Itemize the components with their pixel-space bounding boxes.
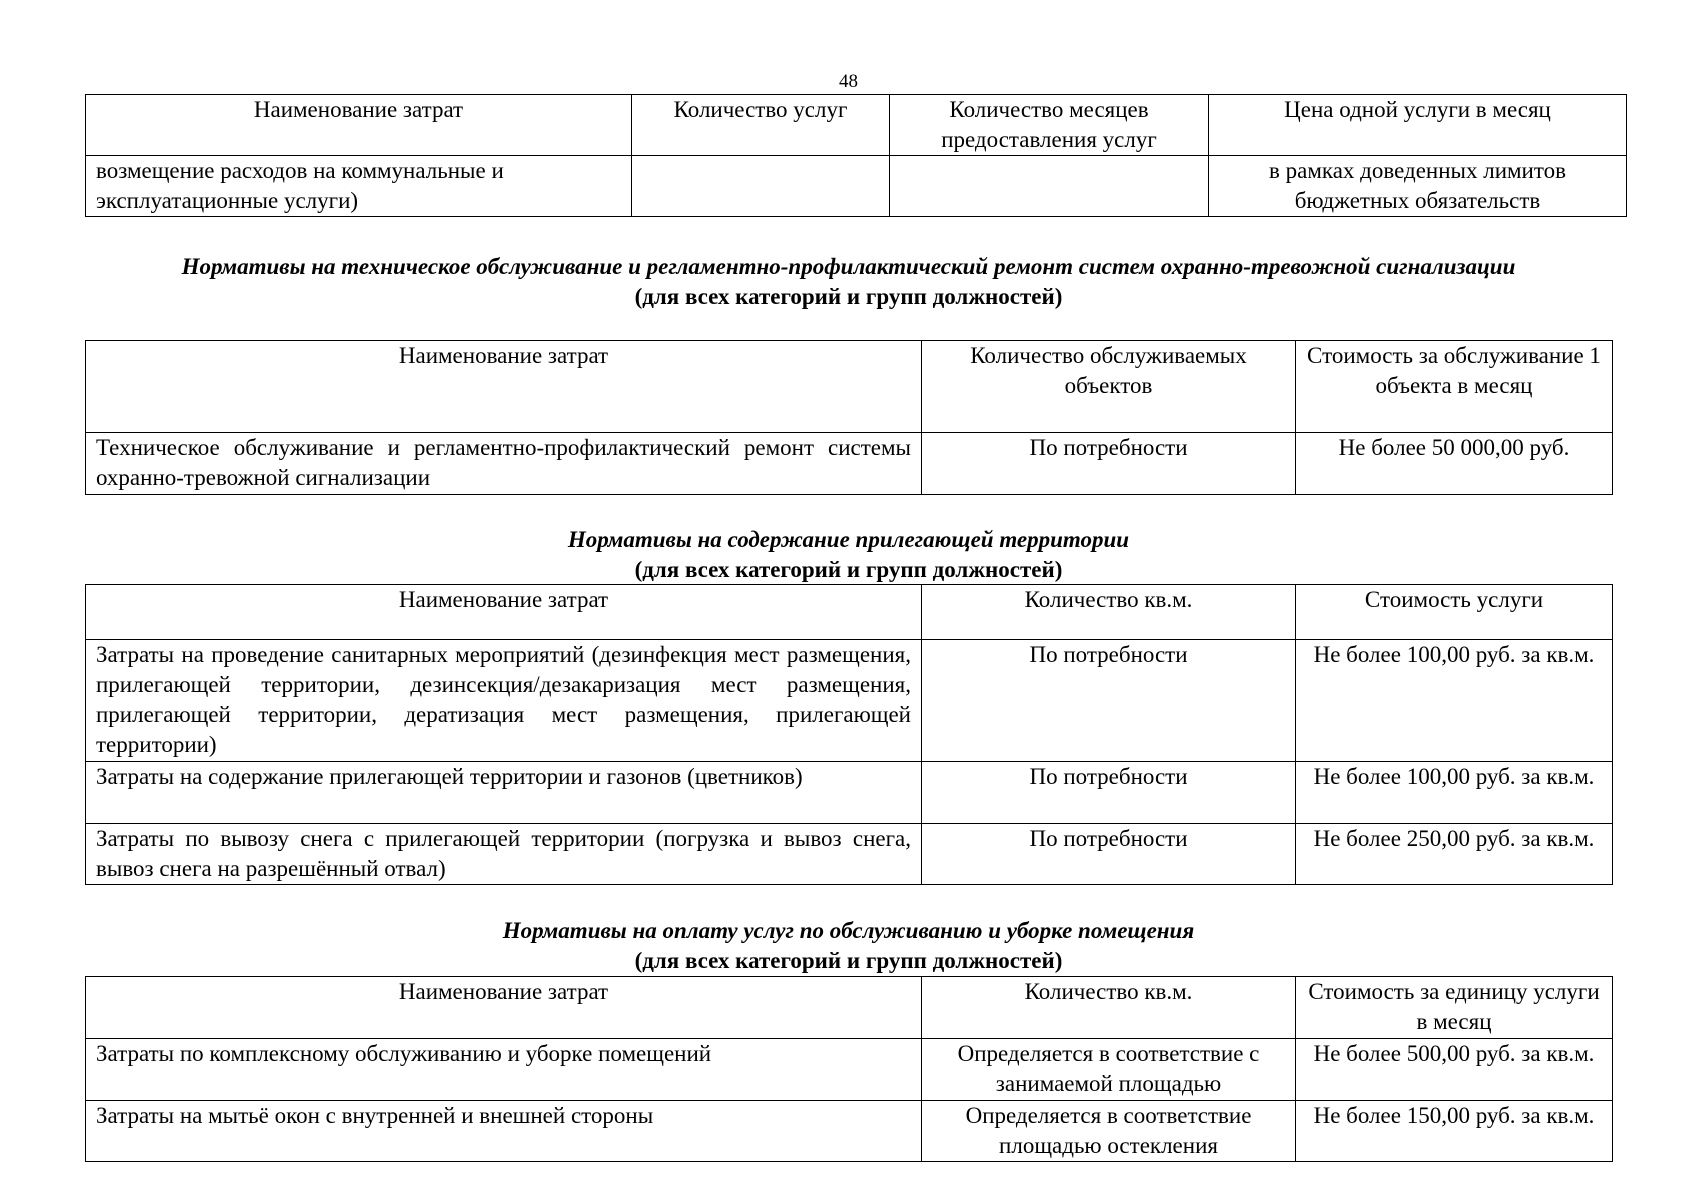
section-title: Нормативы на содержание прилегающей территории: [567, 527, 1130, 552]
cell-cost-name: Затраты на проведение санитарных мероприятий (дезинфекция мест размещения, прилегающей территории, дезинсекция/дезакаризация мест размещения, прилегающей территории, дератизация мест размещения, прилегающей территории): [86, 640, 922, 762]
cell-service-count: [632, 156, 890, 217]
table-header-row: [86, 585, 1613, 640]
col-header-months-count: Количество месяцев предоставления услуг: [890, 95, 1209, 156]
cell-cost-name: Техническое обслуживание и регламентно-профилактический ремонт системы охранно-тревожной сигнализации: [86, 433, 922, 495]
section-title-alarm-maintenance: [0, 252, 1697, 312]
section-title: Нормативы на техническое обслуживание и регламентно-профилактический ремонт систем охранно-тревожной сигнализации: [181, 254, 1516, 279]
section-subtitle: (для всех категорий и групп должностей): [634, 557, 1063, 582]
table-row: [86, 156, 1627, 217]
page-number: 48: [839, 71, 858, 92]
cell-quantity: По потребности: [922, 433, 1296, 495]
section-title-cleaning: [0, 916, 1697, 976]
section-title: Нормативы на оплату услуг по обслуживанию и уборке помещения: [502, 918, 1195, 943]
cell-cost: Не более 150,00 руб. за кв.м.: [1296, 1101, 1613, 1162]
col-header-cost-name: Наименование затрат: [86, 95, 632, 156]
col-header-cost-name: Наименование затрат: [86, 585, 922, 640]
territory-maintenance-table: [85, 584, 1613, 885]
cell-cost: Не более 500,00 руб. за кв.м.: [1296, 1039, 1613, 1101]
table-row: [86, 824, 1613, 885]
table-row: [86, 1039, 1613, 1101]
table-row: [86, 433, 1613, 495]
table-header-row: [86, 977, 1613, 1039]
col-header-cost-name: Наименование затрат: [86, 341, 922, 433]
col-header-objects-count: Количество обслуживаемых объектов: [922, 341, 1296, 433]
cell-quantity: По потребности: [922, 762, 1296, 824]
cell-cost-name: Затраты на мытьё окон с внутренней и внешней стороны: [86, 1101, 922, 1162]
col-header-area: Количество кв.м.: [922, 585, 1296, 640]
table-row: [86, 1101, 1613, 1162]
cell-quantity: По потребности: [922, 824, 1296, 885]
col-header-unit-cost: Стоимость за единицу услуги в месяц: [1296, 977, 1613, 1039]
cell-service-price: в рамках доведенных лимитов бюджетных обязательств: [1209, 156, 1627, 217]
utilities-cost-table: [85, 94, 1627, 217]
col-header-service-price: Цена одной услуги в месяц: [1209, 95, 1627, 156]
col-header-service-cost: Стоимость услуги: [1296, 585, 1613, 640]
section-subtitle: (для всех категорий и групп должностей): [634, 948, 1063, 973]
cell-cost-name: Затраты по комплексному обслуживанию и уборке помещений: [86, 1039, 922, 1101]
cell-cost-name: Затраты по вывозу снега с прилегающей территории (погрузка и вывоз снега, вывоз снега на разрешённый отвал): [86, 824, 922, 885]
cell-quantity: По потребности: [922, 640, 1296, 762]
cell-quantity: Определяется в соответствие площадью остекления: [922, 1101, 1296, 1162]
cleaning-services-table: [85, 976, 1613, 1162]
cell-cost: Не более 100,00 руб. за кв.м.: [1296, 762, 1613, 824]
section-subtitle: (для всех категорий и групп должностей): [634, 284, 1063, 309]
table-row: [86, 640, 1613, 762]
cell-quantity: Определяется в соответствие с занимаемой площадью: [922, 1039, 1296, 1101]
cell-cost: Не более 100,00 руб. за кв.м.: [1296, 640, 1613, 762]
table-row: [86, 762, 1613, 824]
col-header-area: Количество кв.м.: [922, 977, 1296, 1039]
section-title-territory: [0, 525, 1697, 585]
col-header-cost-name: Наименование затрат: [86, 977, 922, 1039]
table-header-row: [86, 95, 1627, 156]
cell-cost: Не более 50 000,00 руб.: [1296, 433, 1613, 495]
table-header-row: [86, 341, 1613, 433]
cell-months-count: [890, 156, 1209, 217]
col-header-object-cost: Стоимость за обслуживание 1 объекта в месяц: [1296, 341, 1613, 433]
cell-cost-name: Затраты на содержание прилегающей территории и газонов (цветников): [86, 762, 922, 824]
cell-cost: Не более 250,00 руб. за кв.м.: [1296, 824, 1613, 885]
alarm-maintenance-table: [85, 340, 1613, 495]
cell-cost-name: возмещение расходов на коммунальные и эксплуатационные услуги): [86, 156, 632, 217]
col-header-service-count: Количество услуг: [632, 95, 890, 156]
